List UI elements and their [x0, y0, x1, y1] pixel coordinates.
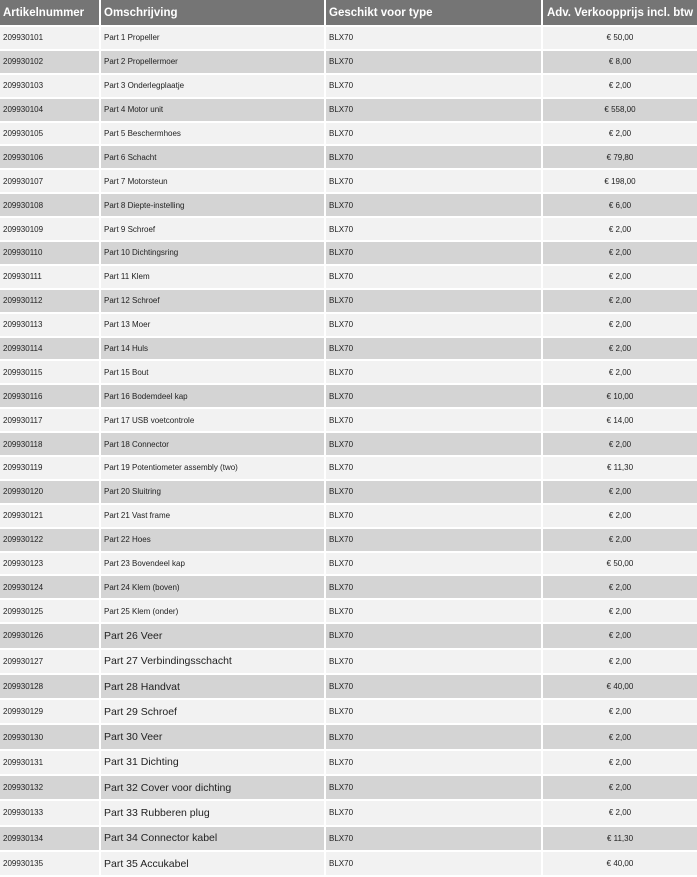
- table-row: [0, 775, 697, 800]
- artikelnummer-cell: 209930129: [0, 699, 100, 724]
- omschrijving-cell: Part 22 Hoes: [100, 528, 325, 552]
- price-cell: € 2,00: [542, 480, 697, 504]
- table-row: [0, 575, 697, 599]
- price-cell: € 2,00: [542, 775, 697, 800]
- type-cell: BLX70: [325, 623, 542, 648]
- type-cell: BLX70: [325, 145, 542, 169]
- type-cell: BLX70: [325, 98, 542, 122]
- omschrijving-cell: Part 7 Motorsteun: [100, 169, 325, 193]
- type-cell: BLX70: [325, 265, 542, 289]
- omschrijving-cell: Part 29 Schroef: [100, 699, 325, 724]
- artikelnummer-cell: 209930123: [0, 552, 100, 576]
- table-row: [0, 265, 697, 289]
- omschrijving-cell: Part 8 Diepte-instelling: [100, 193, 325, 217]
- type-cell: BLX70: [325, 724, 542, 749]
- type-cell: BLX70: [325, 552, 542, 576]
- type-cell: BLX70: [325, 337, 542, 361]
- column-header-geschikt-voor-type: Geschikt voor type: [325, 0, 542, 26]
- type-cell: BLX70: [325, 456, 542, 480]
- table-header: [0, 0, 697, 26]
- price-cell: € 10,00: [542, 384, 697, 408]
- column-header-artikelnummer: Artikelnummer: [0, 0, 100, 26]
- table-row: [0, 724, 697, 749]
- type-cell: BLX70: [325, 528, 542, 552]
- price-cell: € 40,00: [542, 674, 697, 699]
- price-cell: € 2,00: [542, 575, 697, 599]
- price-cell: € 2,00: [542, 289, 697, 313]
- artikelnummer-cell: 209930130: [0, 724, 100, 749]
- type-cell: BLX70: [325, 122, 542, 146]
- artikelnummer-cell: 209930105: [0, 122, 100, 146]
- price-cell: € 11,30: [542, 826, 697, 851]
- type-cell: BLX70: [325, 169, 542, 193]
- table-row: [0, 432, 697, 456]
- type-cell: BLX70: [325, 826, 542, 851]
- table-row: [0, 826, 697, 851]
- artikelnummer-cell: 209930106: [0, 145, 100, 169]
- omschrijving-cell: Part 16 Bodemdeel kap: [100, 384, 325, 408]
- omschrijving-cell: Part 9 Schroef: [100, 217, 325, 241]
- artikelnummer-cell: 209930108: [0, 193, 100, 217]
- omschrijving-cell: Part 18 Connector: [100, 432, 325, 456]
- artikelnummer-cell: 209930124: [0, 575, 100, 599]
- type-cell: BLX70: [325, 504, 542, 528]
- table-row: [0, 408, 697, 432]
- price-cell: € 40,00: [542, 851, 697, 876]
- artikelnummer-cell: 209930127: [0, 649, 100, 674]
- table-row: [0, 122, 697, 146]
- artikelnummer-cell: 209930115: [0, 360, 100, 384]
- table-row: [0, 599, 697, 623]
- table-row: [0, 50, 697, 74]
- type-cell: BLX70: [325, 26, 542, 50]
- omschrijving-cell: Part 12 Schroef: [100, 289, 325, 313]
- type-cell: BLX70: [325, 575, 542, 599]
- type-cell: BLX70: [325, 432, 542, 456]
- artikelnummer-cell: 209930122: [0, 528, 100, 552]
- table-row: [0, 74, 697, 98]
- artikelnummer-cell: 209930118: [0, 432, 100, 456]
- table-row: [0, 193, 697, 217]
- table-row: [0, 217, 697, 241]
- price-cell: € 2,00: [542, 241, 697, 265]
- artikelnummer-cell: 209930128: [0, 674, 100, 699]
- artikelnummer-cell: 209930131: [0, 750, 100, 775]
- artikelnummer-cell: 209930109: [0, 217, 100, 241]
- artikelnummer-cell: 209930117: [0, 408, 100, 432]
- omschrijving-cell: Part 21 Vast frame: [100, 504, 325, 528]
- omschrijving-cell: Part 35 Accukabel: [100, 851, 325, 876]
- artikelnummer-cell: 209930101: [0, 26, 100, 50]
- price-cell: € 558,00: [542, 98, 697, 122]
- price-cell: € 11,30: [542, 456, 697, 480]
- type-cell: BLX70: [325, 699, 542, 724]
- artikelnummer-cell: 209930110: [0, 241, 100, 265]
- price-cell: € 2,00: [542, 265, 697, 289]
- omschrijving-cell: Part 17 USB voetcontrole: [100, 408, 325, 432]
- omschrijving-cell: Part 34 Connector kabel: [100, 826, 325, 851]
- table-row: [0, 623, 697, 648]
- artikelnummer-cell: 209930116: [0, 384, 100, 408]
- artikelnummer-cell: 209930102: [0, 50, 100, 74]
- price-cell: € 2,00: [542, 360, 697, 384]
- omschrijving-cell: Part 5 Beschermhoes: [100, 122, 325, 146]
- omschrijving-cell: Part 28 Handvat: [100, 674, 325, 699]
- artikelnummer-cell: 209930132: [0, 775, 100, 800]
- table-row: [0, 313, 697, 337]
- price-cell: € 2,00: [542, 504, 697, 528]
- price-cell: € 2,00: [542, 337, 697, 361]
- price-cell: € 50,00: [542, 26, 697, 50]
- artikelnummer-cell: 209930120: [0, 480, 100, 504]
- artikelnummer-cell: 209930103: [0, 74, 100, 98]
- price-cell: € 2,00: [542, 122, 697, 146]
- type-cell: BLX70: [325, 74, 542, 98]
- price-cell: € 2,00: [542, 599, 697, 623]
- price-cell: € 198,00: [542, 169, 697, 193]
- table-row: [0, 98, 697, 122]
- table-row: [0, 456, 697, 480]
- omschrijving-cell: Part 32 Cover voor dichting: [100, 775, 325, 800]
- type-cell: BLX70: [325, 313, 542, 337]
- artikelnummer-cell: 209930134: [0, 826, 100, 851]
- table-row: [0, 145, 697, 169]
- table-row: [0, 289, 697, 313]
- type-cell: BLX70: [325, 750, 542, 775]
- omschrijving-cell: Part 3 Onderlegplaatje: [100, 74, 325, 98]
- price-cell: € 79,80: [542, 145, 697, 169]
- table-row: [0, 384, 697, 408]
- price-cell: € 50,00: [542, 552, 697, 576]
- type-cell: BLX70: [325, 408, 542, 432]
- omschrijving-cell: Part 14 Huls: [100, 337, 325, 361]
- omschrijving-cell: Part 30 Veer: [100, 724, 325, 749]
- table-row: [0, 674, 697, 699]
- column-header-omschrijving: Omschrijving: [100, 0, 325, 26]
- artikelnummer-cell: 209930125: [0, 599, 100, 623]
- artikelnummer-cell: 209930121: [0, 504, 100, 528]
- omschrijving-cell: Part 13 Moer: [100, 313, 325, 337]
- omschrijving-cell: Part 31 Dichting: [100, 750, 325, 775]
- table-row: [0, 851, 697, 876]
- type-cell: BLX70: [325, 360, 542, 384]
- artikelnummer-cell: 209930119: [0, 456, 100, 480]
- price-cell: € 2,00: [542, 699, 697, 724]
- type-cell: BLX70: [325, 384, 542, 408]
- omschrijving-cell: Part 6 Schacht: [100, 145, 325, 169]
- price-cell: € 2,00: [542, 313, 697, 337]
- artikelnummer-cell: 209930112: [0, 289, 100, 313]
- omschrijving-cell: Part 11 Klem: [100, 265, 325, 289]
- omschrijving-cell: Part 33 Rubberen plug: [100, 800, 325, 825]
- omschrijving-cell: Part 19 Potentiometer assembly (two): [100, 456, 325, 480]
- omschrijving-cell: Part 10 Dichtingsring: [100, 241, 325, 265]
- table-row: [0, 480, 697, 504]
- table-row: [0, 337, 697, 361]
- artikelnummer-cell: 209930135: [0, 851, 100, 876]
- type-cell: BLX70: [325, 217, 542, 241]
- table-row: [0, 169, 697, 193]
- omschrijving-cell: Part 23 Bovendeel kap: [100, 552, 325, 576]
- type-cell: BLX70: [325, 674, 542, 699]
- price-cell: € 2,00: [542, 724, 697, 749]
- artikelnummer-cell: 209930113: [0, 313, 100, 337]
- omschrijving-cell: Part 26 Veer: [100, 623, 325, 648]
- omschrijving-cell: Part 4 Motor unit: [100, 98, 325, 122]
- type-cell: BLX70: [325, 289, 542, 313]
- omschrijving-cell: Part 27 Verbindingsschacht: [100, 649, 325, 674]
- type-cell: BLX70: [325, 599, 542, 623]
- price-cell: € 2,00: [542, 649, 697, 674]
- table-row: [0, 504, 697, 528]
- price-cell: € 6,00: [542, 193, 697, 217]
- table-row: [0, 26, 697, 50]
- omschrijving-cell: Part 2 Propellermoer: [100, 50, 325, 74]
- omschrijving-cell: Part 25 Klem (onder): [100, 599, 325, 623]
- price-cell: € 2,00: [542, 74, 697, 98]
- artikelnummer-cell: 209930104: [0, 98, 100, 122]
- type-cell: BLX70: [325, 851, 542, 876]
- type-cell: BLX70: [325, 193, 542, 217]
- omschrijving-cell: Part 1 Propeller: [100, 26, 325, 50]
- table-row: [0, 649, 697, 674]
- table-row: [0, 750, 697, 775]
- price-cell: € 2,00: [542, 623, 697, 648]
- price-cell: € 8,00: [542, 50, 697, 74]
- table-row: [0, 699, 697, 724]
- price-cell: € 2,00: [542, 217, 697, 241]
- artikelnummer-cell: 209930107: [0, 169, 100, 193]
- table-row: [0, 528, 697, 552]
- price-cell: € 2,00: [542, 750, 697, 775]
- table-body: [0, 26, 697, 876]
- header-row: [0, 0, 697, 26]
- artikelnummer-cell: 209930111: [0, 265, 100, 289]
- table-row: [0, 360, 697, 384]
- artikelnummer-cell: 209930114: [0, 337, 100, 361]
- price-cell: € 2,00: [542, 528, 697, 552]
- artikelnummer-cell: 209930133: [0, 800, 100, 825]
- type-cell: BLX70: [325, 50, 542, 74]
- omschrijving-cell: Part 15 Bout: [100, 360, 325, 384]
- type-cell: BLX70: [325, 241, 542, 265]
- type-cell: BLX70: [325, 480, 542, 504]
- type-cell: BLX70: [325, 775, 542, 800]
- table-row: [0, 552, 697, 576]
- table-row: [0, 800, 697, 825]
- price-cell: € 2,00: [542, 432, 697, 456]
- column-header-verkoopprijs: Adv. Verkoopprijs incl. btw: [542, 0, 697, 26]
- price-cell: € 2,00: [542, 800, 697, 825]
- price-cell: € 14,00: [542, 408, 697, 432]
- omschrijving-cell: Part 24 Klem (boven): [100, 575, 325, 599]
- artikelnummer-cell: 209930126: [0, 623, 100, 648]
- type-cell: BLX70: [325, 800, 542, 825]
- table-row: [0, 241, 697, 265]
- omschrijving-cell: Part 20 Sluitring: [100, 480, 325, 504]
- type-cell: BLX70: [325, 649, 542, 674]
